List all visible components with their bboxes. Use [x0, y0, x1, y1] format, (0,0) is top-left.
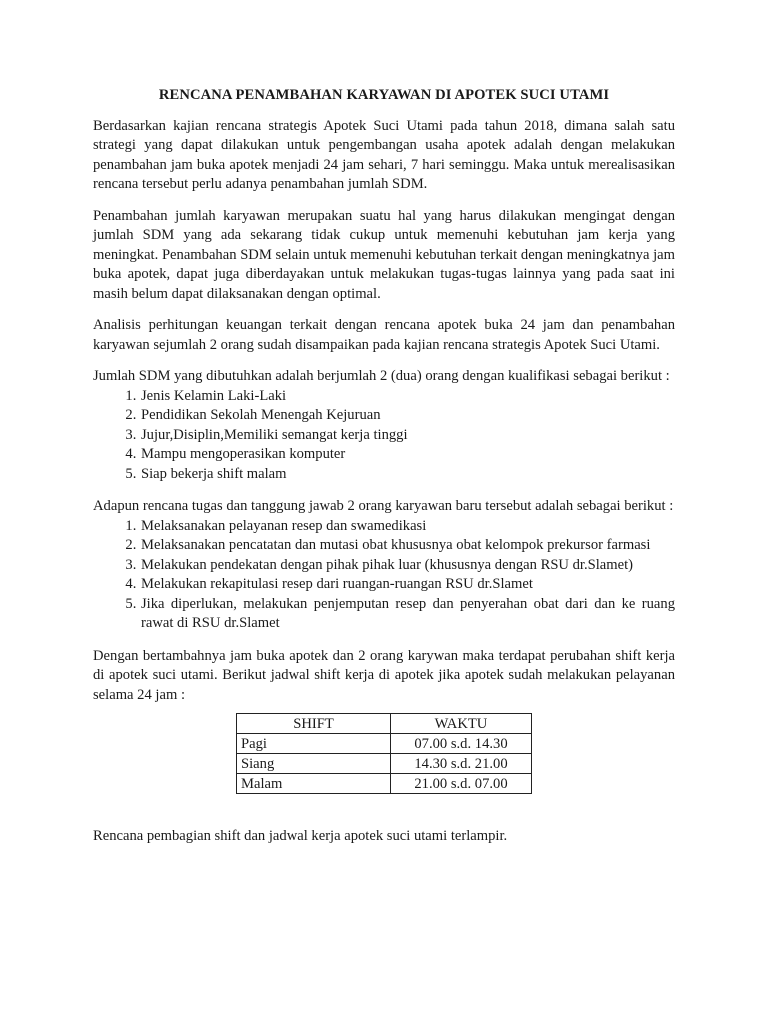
document-title: RENCANA PENAMBAHAN KARYAWAN DI APOTEK SUCI UTAMI: [158, 87, 610, 103]
paragraph-staffing-need: Penambahan jumlah karyawan merupakan suatu hal yang harus dilakukan mengingat dengan jumlah SDM yang ada sekarang tidak cukup untuk memenuhi kebutuhan jam kerja yang meningkat. Penambahan SDM selain untuk memenuhi kebutuhan terkait dengan meningkatnya jam buka apotek, dapat juga diberdayakan untuk melakukan tugas-tugas lainnya yang pada saat ini masih belum dapat dilaksanakan dengan optimal.: [93, 207, 675, 302]
qualifications-list: [93, 387, 675, 485]
document-body: [93, 86, 675, 859]
paragraph-closing: Rencana pembagian shift dan jadwal kerja apotek suci utami terlampir.: [93, 828, 508, 844]
duties-list: [93, 517, 675, 634]
list-item: 1. Melaksanakan pelayanan resep dan swamedikasi: [140, 517, 675, 537]
paragraph-shift-intro: Dengan bertambahnya jam buka apotek dan 2 orang karywan maka terdapat perubahan shift kerja di apotek suci utami. Berikut jadwal shift kerja di apotek jika apotek sudah melakukan pelayanan selama 24 jam :: [93, 647, 675, 703]
shift-name-cell: Malam: [237, 774, 391, 794]
paragraph-duties-intro: Adapun rencana tugas dan tanggung jawab 2 orang karyawan baru tersebut adalah sebagai berikut :: [93, 498, 674, 514]
table-row: [237, 754, 532, 774]
table-row: [237, 734, 532, 754]
table-header-row: [237, 714, 532, 734]
list-item: 5. Siap bekerja shift malam: [140, 465, 675, 485]
shift-name-cell: Pagi: [237, 734, 391, 754]
column-header-shift: SHIFT: [237, 714, 391, 734]
shift-time-cell: 14.30 s.d. 21.00: [391, 754, 532, 774]
shift-name-cell: Siang: [237, 754, 391, 774]
list-item: 5. Jika diperlukan, melakukan penjemputan resep dan penyerahan obat dari dan ke ruang rawat di RSU dr.Slamet: [140, 595, 675, 634]
shift-time-cell: 21.00 s.d. 07.00: [391, 774, 532, 794]
list-item: 2. Pendidikan Sekolah Menengah Kejuruan: [140, 406, 675, 426]
list-item: 4. Melakukan rekapitulasi resep dari ruangan-ruangan RSU dr.Slamet: [140, 575, 675, 595]
paragraph-intro: Berdasarkan kajian rencana strategis Apotek Suci Utami pada tahun 2018, dimana salah satu strategi yang dapat dilakukan untuk pengembangan usaha apotek adalah dengan melakukan penambahan jam buka apotek menjadi 24 jam sehari, 7 hari seminggu. Maka untuk merealisasikan rencana tersebut perlu adanya penambahan jumlah SDM.: [93, 117, 675, 192]
list-item: 3. Melakukan pendekatan dengan pihak pihak luar (khususnya dengan RSU dr.Slamet): [140, 556, 675, 576]
shift-time-cell: 07.00 s.d. 14.30: [391, 734, 532, 754]
paragraph-qualifications-intro: Jumlah SDM yang dibutuhkan adalah berjumlah 2 (dua) orang dengan kualifikasi sebagai berikut :: [93, 368, 670, 384]
list-item: 4. Mampu mengoperasikan komputer: [140, 445, 675, 465]
list-item: 3. Jujur,Disiplin,Memiliki semangat kerja tinggi: [140, 426, 675, 446]
paragraph-financial-analysis: Analisis perhitungan keuangan terkait dengan rencana apotek buka 24 jam dan penambahan karyawan sejumlah 2 orang sudah disampaikan pada kajian rencana strategis Apotek Suci Utami.: [93, 317, 675, 353]
list-item: 1. Jenis Kelamin Laki-Laki: [140, 387, 675, 407]
table-row: [237, 774, 532, 794]
list-item: 2. Melaksanakan pencatatan dan mutasi obat khususnya obat kelompok prekursor farmasi: [140, 536, 675, 556]
column-header-time: WAKTU: [391, 714, 532, 734]
shift-schedule-table: [236, 713, 532, 794]
